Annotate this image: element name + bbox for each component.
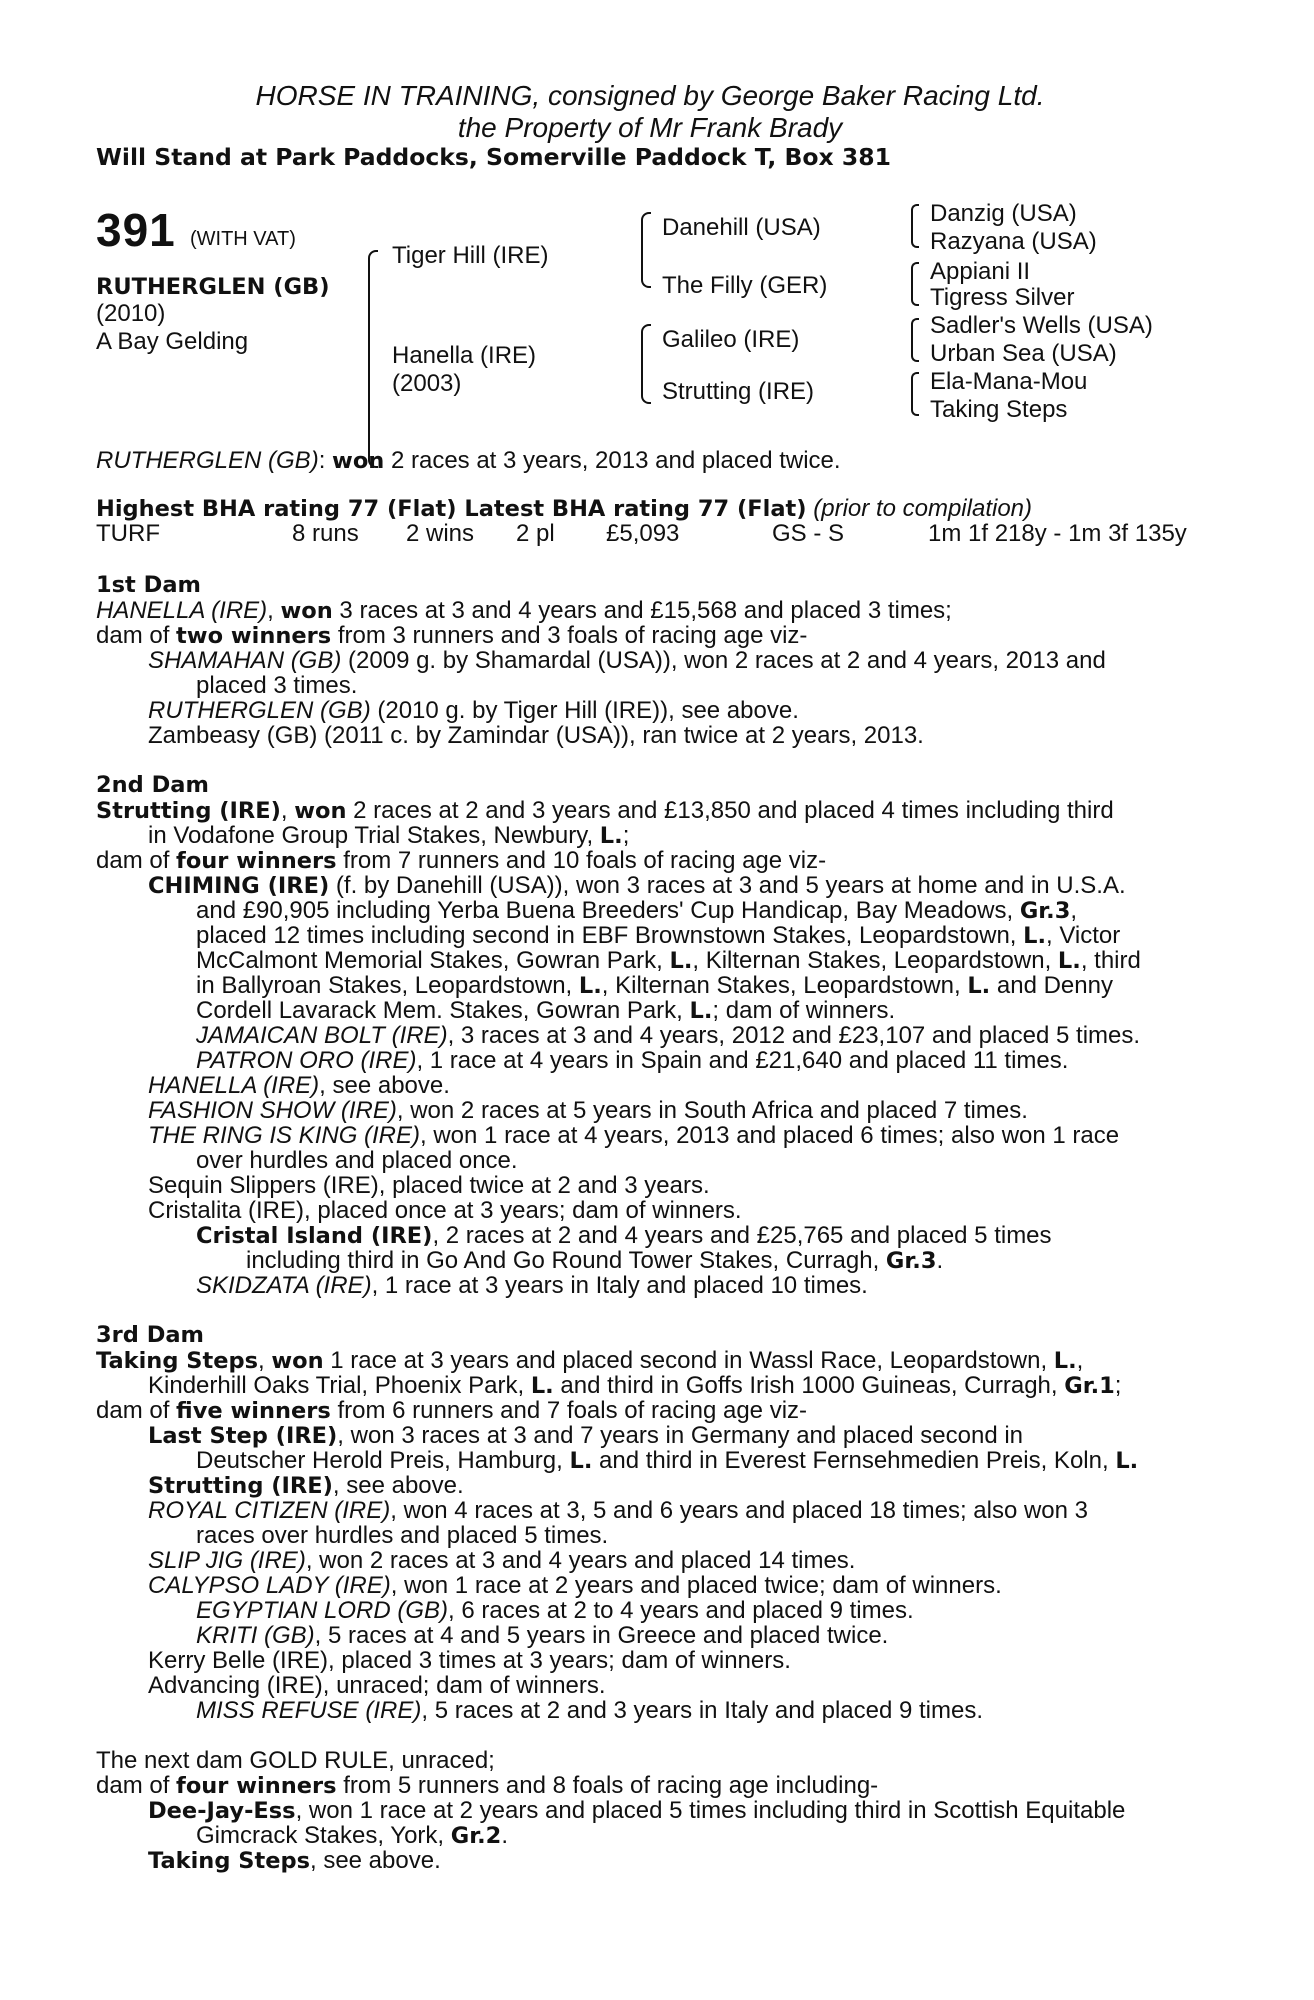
- prize-money: £5,093: [606, 520, 680, 547]
- calypso-produce-2: KRITI (GB), 5 races at 4 and 5 years in Greece and placed twice.: [196, 1622, 889, 1649]
- dam2-foal-fashion: FASHION SHOW (IRE), won 2 races at 5 years in South Africa and placed 7 times.: [148, 1097, 1028, 1124]
- laststep-cont: Deutscher Herold Preis, Hamburg, L. and third in Everest Fernsehmedien Preis, Koln, L.: [196, 1447, 1139, 1474]
- ggs-4: Tigress Silver: [930, 284, 1075, 311]
- ggs-7: Ela-Mana-Mou: [930, 368, 1088, 395]
- chiming-cont-1: and £90,905 including Yerba Buena Breeders' Cup Handicap, Bay Meadows, Gr.3,: [196, 897, 1078, 924]
- consignor-title: HORSE IN TRAINING, consigned by George Baker Racing Ltd.: [255, 80, 1045, 111]
- royal-cont: races over hurdles and placed 5 times.: [196, 1522, 609, 1549]
- dam2-heading: 2nd Dam: [96, 772, 209, 798]
- grandsire-1: Danehill (USA): [662, 214, 821, 241]
- dam2-foal-cristalita: Cristalita (IRE), placed once at 3 years; dam of winners.: [148, 1197, 742, 1224]
- dam-line-brace: [641, 324, 651, 404]
- deejayess-cont: Gimcrack Stakes, York, Gr.2.: [196, 1822, 508, 1849]
- dam3-heading: 3rd Dam: [96, 1322, 204, 1348]
- dam3-foal-advancing: Advancing (IRE), unraced; dam of winners.: [148, 1672, 606, 1699]
- nextdam-line: The next dam GOLD RULE, unraced;: [96, 1747, 495, 1774]
- dam1-line: HANELLA (IRE), won 3 races at 3 and 4 years and £15,568 and placed 3 times;: [96, 597, 952, 624]
- nextdam-produce: dam of four winners from 5 runners and 8 foals of racing age including-: [96, 1772, 879, 1799]
- sire-name: Tiger Hill (IRE): [392, 242, 549, 269]
- granddam-1: The Filly (GER): [662, 272, 828, 299]
- dam2-foal-sequin: Sequin Slippers (IRE), placed twice at 2 and 3 years.: [148, 1172, 710, 1199]
- horse-name: RUTHERGLEN (GB): [96, 274, 330, 300]
- horse-description: A Bay Gelding: [96, 328, 249, 355]
- chiming-cont-4: in Ballyroan Stakes, Leopardstown, L., Kilternan Stakes, Leopardstown, L. and Denny: [196, 972, 1113, 999]
- dam3-foal-calypso: CALYPSO LADY (IRE), won 1 race at 2 years and placed twice; dam of winners.: [148, 1572, 1002, 1599]
- dam2-foal-hanella: HANELLA (IRE), see above.: [148, 1072, 450, 1099]
- chiming-produce-1: JAMAICAN BOLT (IRE), 3 races at 3 and 4 years, 2012 and £23,107 and placed 5 times.: [196, 1022, 1141, 1049]
- dam3-foal-strutting: Strutting (IRE), see above.: [148, 1472, 464, 1499]
- chiming-cont-5: Cordell Lavarack Mem. Stakes, Gowran Park, L.; dam of winners.: [196, 997, 896, 1024]
- advancing-produce: MISS REFUSE (IRE), 5 races at 2 and 3 years in Italy and placed 9 times.: [196, 1697, 984, 1724]
- dam3-line-cont: Kinderhill Oaks Trial, Phoenix Park, L. and third in Goffs Irish 1000 Guineas, Curragh, Gr.1;: [148, 1372, 1122, 1399]
- dam2-foal-chiming: CHIMING (IRE) (f. by Danehill (USA)), won 3 races at 3 and 5 years at home and in U.S.A.: [148, 872, 1126, 899]
- pedigree-brace: [368, 250, 378, 468]
- nextdam-foal-takingsteps: Taking Steps, see above.: [148, 1847, 441, 1874]
- wins-count: 2 wins: [406, 520, 475, 547]
- grandsire-2: Galileo (IRE): [662, 326, 800, 353]
- chiming-cont-2: placed 12 times including second in EBF Brownstown Stakes, Leopardstown, L., Victor: [196, 922, 1121, 949]
- foaling-year: (2010): [96, 300, 166, 327]
- ggs-6: Urban Sea (USA): [930, 340, 1117, 367]
- chiming-cont-3: McCalmont Memorial Stakes, Gowran Park, L., Kilternan Stakes, Leopardstown, L., third: [196, 947, 1141, 974]
- cristalita-produce-1: Cristal Island (IRE), 2 races at 2 and 4 years and £25,765 and placed 5 times: [196, 1222, 1052, 1249]
- dam3-line: Taking Steps, won 1 race at 3 years and placed second in Wassl Race, Leopardstown, L.,: [96, 1347, 1084, 1374]
- dam1-foal-1: SHAMAHAN (GB) (2009 g. by Shamardal (USA)), won 2 races at 2 and 4 years, 2013 and: [148, 647, 1106, 674]
- race-summary: RUTHERGLEN (GB): won 2 races at 3 years, 2013 and placed twice.: [96, 447, 841, 474]
- runs-count: 8 runs: [292, 520, 359, 547]
- chiming-produce-2: PATRON ORO (IRE), 1 race at 4 years in Spain and £21,640 and placed 11 times.: [196, 1047, 1069, 1074]
- dam1-heading: 1st Dam: [96, 572, 201, 598]
- property-line: the Property of Mr Frank Brady: [457, 112, 843, 143]
- dam3-foal-kerry: Kerry Belle (IRE), placed 3 times at 3 years; dam of winners.: [148, 1647, 791, 1674]
- distance-range: 1m 1f 218y - 1m 3f 135y: [928, 520, 1187, 547]
- dam1-produce: dam of two winners from 3 runners and 3 foals of racing age viz-: [96, 622, 808, 649]
- calypso-produce-1: EGYPTIAN LORD (GB), 6 races at 2 to 4 years and placed 9 times.: [196, 1597, 914, 1624]
- ggs-3: Appiani II: [930, 258, 1031, 285]
- ggs-8: Taking Steps: [930, 396, 1068, 423]
- dam3-foal-slipjig: SLIP JIG (IRE), won 2 races at 3 and 4 years and placed 14 times.: [148, 1547, 856, 1574]
- bha-rating: Highest BHA rating 77 (Flat) Latest BHA rating 77 (Flat) (prior to compilation): [96, 495, 1033, 522]
- dam3-produce: dam of five winners from 6 runners and 7 foals of racing age viz-: [96, 1397, 808, 1424]
- turf-label: TURF: [96, 520, 160, 547]
- ggs-brace-1: [911, 204, 919, 248]
- ggs-brace-4: [911, 372, 919, 416]
- nextdam-foal-deejayess: Dee-Jay-Ess, won 1 race at 2 years and placed 5 times including third in Scottish Equitable: [148, 1797, 1126, 1824]
- lot-number: 391: [96, 204, 176, 256]
- dam-name: Hanella (IRE): [392, 342, 537, 369]
- sire-line-brace: [641, 212, 651, 288]
- placed-count: 2 pl: [516, 520, 555, 547]
- dam3-foal-laststep: Last Step (IRE), won 3 races at 3 and 7 years in Germany and placed second in: [148, 1422, 1024, 1449]
- ggs-5: Sadler's Wells (USA): [930, 312, 1153, 339]
- granddam-2: Strutting (IRE): [662, 378, 815, 405]
- ggs-brace-3: [911, 318, 919, 362]
- dam2-produce: dam of four winners from 7 runners and 10 foals of racing age viz-: [96, 847, 827, 874]
- going-range: GS - S: [772, 520, 845, 547]
- cristalita-produce-1-cont: including third in Go And Go Round Tower Stakes, Curragh, Gr.3.: [246, 1247, 944, 1274]
- dam2-line: Strutting (IRE), won 2 races at 2 and 3 years and £13,850 and placed 4 times including third: [96, 797, 1114, 824]
- dam1-foal-2: RUTHERGLEN (GB) (2010 g. by Tiger Hill (IRE)), see above.: [148, 697, 799, 724]
- ggs-2: Razyana (USA): [930, 228, 1097, 255]
- dam1-foal-3: Zambeasy (GB) (2011 c. by Zamindar (USA)), ran twice at 2 years, 2013.: [148, 722, 924, 749]
- ggs-1: Danzig (USA): [930, 200, 1077, 227]
- ring-cont: over hurdles and placed once.: [196, 1147, 518, 1174]
- dam1-foal-1-cont: placed 3 times.: [196, 672, 358, 699]
- dam3-foal-royal: ROYAL CITIZEN (IRE), won 4 races at 3, 5 and 6 years and placed 18 times; also won 3: [148, 1497, 1089, 1524]
- stand-location: Will Stand at Park Paddocks, Somerville Paddock T, Box 381: [96, 143, 891, 171]
- dam-year: (2003): [392, 370, 462, 397]
- dam2-foal-ring: THE RING IS KING (IRE), won 1 race at 4 years, 2013 and placed 6 times; also won 1 race: [148, 1122, 1120, 1149]
- ggs-brace-2: [911, 262, 919, 306]
- vat-label: (WITH VAT): [190, 228, 296, 250]
- cristalita-produce-2: SKIDZATA (IRE), 1 race at 3 years in Italy and placed 10 times.: [196, 1272, 868, 1299]
- dam2-line-cont: in Vodafone Group Trial Stakes, Newbury, L.;: [148, 822, 630, 849]
